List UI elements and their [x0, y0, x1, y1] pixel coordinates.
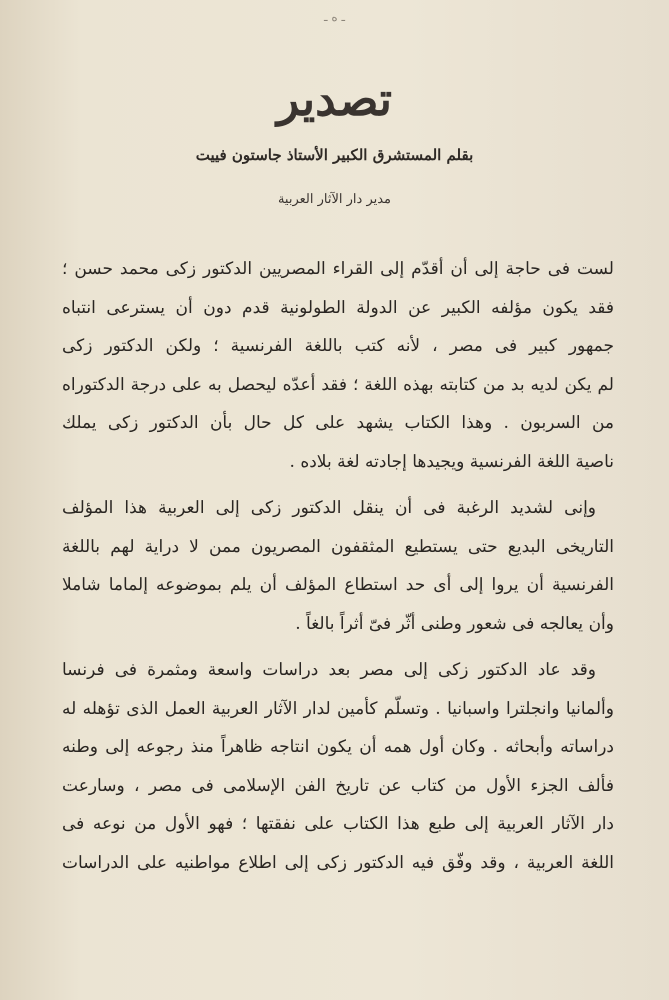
text-line: لم يكن لديه بد من كتابته بهذه اللغة ؛ فقد أعدّه ليحصل به على درجة الدكتوراه — [62, 374, 614, 395]
text-line: وألمانيا وانجلترا واسبانيا . وتسلّم كأمين لدار الآثار العربية العمل الذى تؤهله له — [62, 698, 614, 719]
text-line: من السربون . وهذا الكتاب يشهد على كل حال بأن الدكتور زكى يملك — [62, 413, 614, 433]
author-position: مدير دار الآثار العربية — [277, 192, 392, 207]
text-line: جمهور كبير فى مصر ، لأنه كتب باللغة الفرنسية ؛ ولكن الدكتور زكى — [62, 336, 614, 356]
text-line: فألف الجزء الأول من كتاب عن تاريخ الفن الإسلامى فى مصر ، وسارعت — [62, 775, 614, 796]
text-line: وقد عاد الدكتور زكى إلى مصر بعد دراسات واسعة ومثمرة فى فرنسا — [62, 660, 596, 680]
text-line: دراساته وأبحاثه . وكان أول همه أن يكون انتاجه ظاهراً منذ رجوعه إلى وطنه — [62, 737, 614, 757]
text-line: وأن يعالجه فى شعور وطنى أثّر فىّ أثراً بالغاً . — [295, 613, 614, 634]
paragraph-1 — [62, 250, 614, 481]
text-line: اللغة العربية ، وقد وفّق فيه الدكتور زكى إلى اطلاع مواطنيه على الدراسات — [62, 852, 614, 873]
text-line: الفرنسية أن يروا إلى أى حد استطاع المؤلف أن يلم بموضوعه إلماما شاملا — [62, 575, 614, 595]
body-text — [62, 250, 614, 882]
author-byline: بقلم المستشرق الكبير الأستاذ جاستون فييت — [195, 146, 474, 164]
text-line: التاريخى البديع حتى يستطيع المثقفون المصريون ممن لا دراية لهم باللغة — [62, 536, 614, 557]
page-title: تصدير — [276, 72, 393, 126]
text-line: دار الآثار العربية إلى طبع هذا الكتاب على نفقتها ؛ فهو الأول من نوعه فى — [62, 814, 614, 834]
paragraph-3 — [62, 651, 614, 882]
text-line: لست فى حاجة إلى أن أقدّم إلى القراء المصريين الدكتور زكى محمد حسن ؛ — [62, 259, 614, 279]
text-line: فقد يكون مؤلفه الكبير عن الدولة الطولونية قدم دون أن يسترعى انتباه — [62, 297, 614, 318]
paragraph-2 — [62, 489, 614, 643]
text-line: ناصية اللغة الفرنسية ويجيدها إجادته لغة بلاده . — [289, 451, 614, 472]
text-line: وإنى لشديد الرغبة فى أن ينقل الدكتور زكى إلى العربية هذا المؤلف — [62, 498, 596, 518]
page-number: ـ ه ـ — [324, 10, 345, 24]
